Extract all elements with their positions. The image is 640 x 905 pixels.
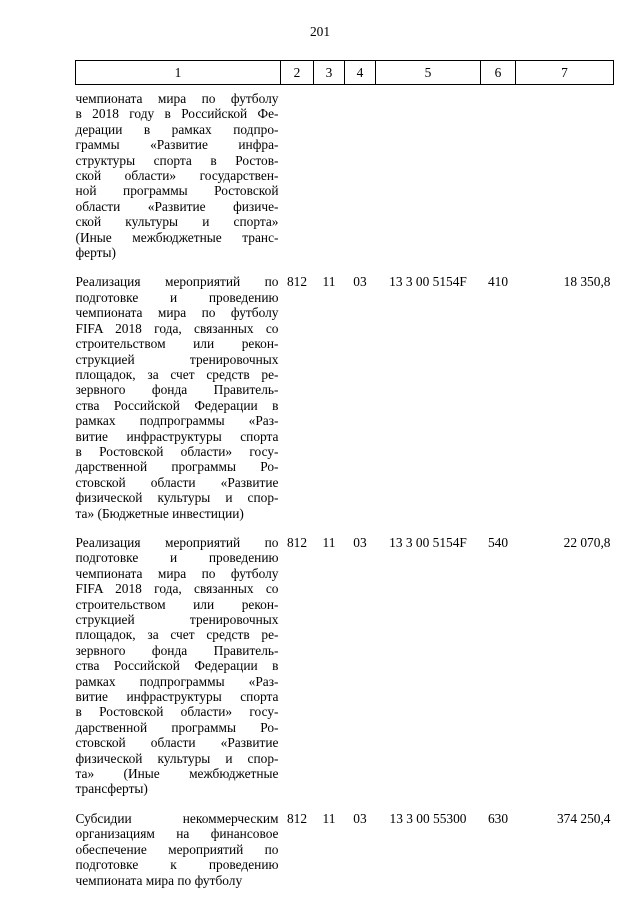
name-line: (Иные межбюджетные транс- [75,229,279,245]
name-line: площадок, за счет средств ре- [75,627,279,643]
header-row [76,61,614,85]
row-name-cell [76,85,281,275]
ministry-code-cell: 812 [286,810,308,826]
name-line: FIFA 2018 года, связанных со [75,320,279,336]
amount-cell [516,85,614,275]
name-line: та» (Иные межбюджетные [75,766,279,782]
row-name-cell [76,535,281,811]
ministry-code-cell: 812 [286,274,308,290]
expense-type-cell: 630 [487,810,509,826]
row-name-cell [76,274,281,535]
name-line: трансферты) [75,781,148,797]
target-article-cell: 13 3 00 5154F [389,534,467,550]
table-row [76,535,614,811]
name-line: ферты) [75,245,116,261]
subsection-code-cell [345,85,376,275]
name-line: витие инфраструктуры спорта [75,689,279,705]
name-line: дарственной программы Ро- [75,459,279,475]
expense-type-cell: 540 [487,534,509,550]
name-line: в Ростовской области» госу- [75,704,279,720]
column-header-2: 2 [281,61,314,85]
expense-type-cell: 410 [487,274,509,290]
name-line: стовской области «Развитие [75,735,279,751]
name-line: Реализация мероприятий по [75,274,279,290]
name-line: чемпионата мира по футболу [75,565,279,581]
column-header-4: 4 [345,61,376,85]
name-line: Реализация мероприятий по [75,534,279,550]
name-line: стовской области «Развитие [75,474,279,490]
name-line: рамках подпрограммы «Раз- [75,673,279,689]
name-line: зервного фонда Правитель- [75,642,279,658]
name-line: физической культуры и спор- [75,750,279,766]
name-line: чемпионата мира по футболу [75,872,243,888]
section-code-cell [314,85,345,275]
name-line: чемпионата мира по футболу [75,91,279,106]
column-header-6: 6 [481,61,516,85]
name-line: ской области» государствен- [75,168,279,184]
name-line: Субсидии некоммерческим [75,810,279,826]
name-line: подготовке и проведению [75,550,279,566]
name-line: подготовке к проведению [75,857,279,873]
column-header-7: 7 [516,61,614,85]
target-article-cell: 13 3 00 55300 [389,810,467,826]
column-header-1: 1 [76,61,281,85]
name-line: структуры спорта в Ростов- [75,152,279,168]
name-line: ства Российской Федерации в [75,397,279,413]
name-line: подготовке и проведению [75,289,279,305]
name-line: зервного фонда Правитель- [75,382,279,398]
target-article-cell: 13 3 00 5154F [389,274,467,290]
name-line: ской культуры и спорта» [75,214,279,230]
name-line: ной программы Ростовской [75,183,279,199]
name-line: дерации в рамках подпро- [75,121,279,137]
name-line: в 2018 году в Российской Фе- [75,106,279,122]
name-line: в Ростовской области» госу- [75,443,279,459]
table-body [76,85,614,902]
name-line: граммы «Развитие инфра- [75,137,279,153]
amount-cell: 22 070,8 [563,534,611,550]
subsection-code-cell: 03 [353,534,367,550]
name-line: строительством или рекон- [75,336,279,352]
name-line: ства Российской Федерации в [75,658,279,674]
name-line: обеспечение мероприятий по [75,841,279,857]
budget-table [75,60,614,902]
name-line: площадок, за счет средств ре- [75,366,279,382]
section-code-cell: 11 [322,274,336,290]
page-number: 201 [309,24,331,39]
expense-type-cell [481,85,516,275]
section-code-cell: 11 [322,810,336,826]
ministry-code-cell [281,85,314,275]
name-line: организациям на финансовое [75,826,279,842]
table-row [76,811,614,902]
column-header-5: 5 [376,61,481,85]
name-line: строительством или рекон- [75,596,279,612]
name-line: та» (Бюджетные инвестиции) [75,505,244,521]
table-row [76,274,614,535]
row-name-cell [76,811,281,902]
section-code-cell: 11 [322,534,336,550]
amount-cell: 18 350,8 [563,274,611,290]
column-header-3: 3 [314,61,345,85]
name-line: рамках подпрограммы «Раз- [75,413,279,429]
subsection-code-cell: 03 [353,810,367,826]
name-line: струкцией тренировочных [75,612,279,627]
table-row [76,85,614,275]
name-line: струкцией тренировочных [75,351,279,367]
subsection-code-cell: 03 [353,274,367,290]
name-line: чемпионата мира по футболу [75,305,279,321]
target-article-cell [376,85,481,275]
name-line: FIFA 2018 года, связанных со [75,581,279,597]
name-line: дарственной программы Ро- [75,719,279,735]
amount-cell: 374 250,4 [556,810,611,826]
name-line: области «Развитие физиче- [75,198,279,214]
ministry-code-cell: 812 [286,534,308,550]
name-line: физической культуры и спор- [75,490,279,506]
name-line: витие инфраструктуры спорта [75,428,279,444]
